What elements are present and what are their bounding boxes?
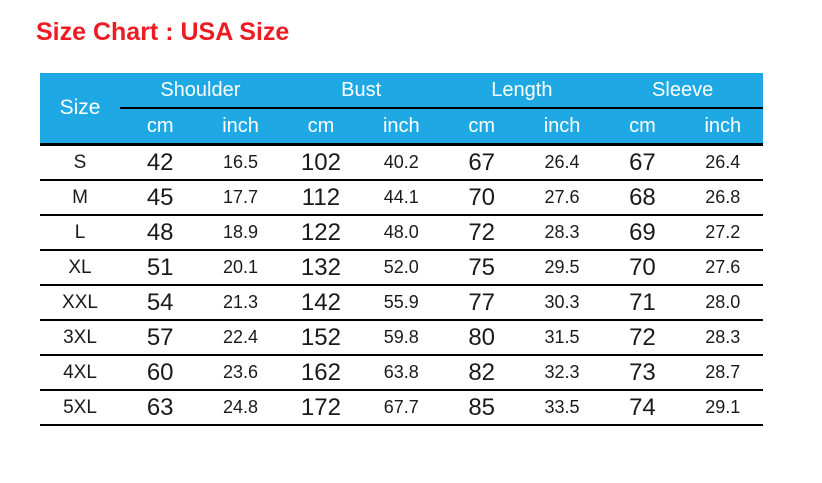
size-cell: L xyxy=(40,215,120,250)
sleeve-cm-cell: 71 xyxy=(602,285,682,320)
unit-header-inch: inch xyxy=(361,108,441,145)
page-title: Size Chart : USA Size xyxy=(36,18,290,46)
size-row xyxy=(40,320,763,355)
unit-header-inch: inch xyxy=(683,108,763,145)
shoulder-inch-cell: 23.6 xyxy=(200,355,280,390)
sleeve-inch-cell: 26.8 xyxy=(683,180,763,215)
bust-cm-cell: 112 xyxy=(281,180,361,215)
unit-header-inch: inch xyxy=(200,108,280,145)
bust-cm-cell: 162 xyxy=(281,355,361,390)
size-column-header: Size xyxy=(40,73,120,145)
sleeve-inch-cell: 28.7 xyxy=(683,355,763,390)
unit-header-cm: cm xyxy=(120,108,200,145)
bust-cm-cell: 142 xyxy=(281,285,361,320)
bust-inch-cell: 59.8 xyxy=(361,320,441,355)
shoulder-inch-cell: 17.7 xyxy=(200,180,280,215)
size-row xyxy=(40,285,763,320)
size-cell: 5XL xyxy=(40,390,120,425)
shoulder-inch-cell: 18.9 xyxy=(200,215,280,250)
table-header xyxy=(40,73,763,145)
shoulder-cm-cell: 51 xyxy=(120,250,200,285)
size-cell: 4XL xyxy=(40,355,120,390)
bust-cm-cell: 122 xyxy=(281,215,361,250)
bust-inch-cell: 44.1 xyxy=(361,180,441,215)
unit-header-inch: inch xyxy=(522,108,602,145)
size-cell: 3XL xyxy=(40,320,120,355)
length-inch-cell: 27.6 xyxy=(522,180,602,215)
length-inch-cell: 32.3 xyxy=(522,355,602,390)
shoulder-cm-cell: 63 xyxy=(120,390,200,425)
group-header-row xyxy=(40,73,763,108)
shoulder-inch-cell: 22.4 xyxy=(200,320,280,355)
sleeve-cm-cell: 74 xyxy=(602,390,682,425)
sleeve-cm-cell: 69 xyxy=(602,215,682,250)
shoulder-inch-cell: 16.5 xyxy=(200,145,280,181)
bust-inch-cell: 63.8 xyxy=(361,355,441,390)
sleeve-inch-cell: 28.0 xyxy=(683,285,763,320)
sleeve-cm-cell: 73 xyxy=(602,355,682,390)
shoulder-cm-cell: 42 xyxy=(120,145,200,181)
unit-header-cm: cm xyxy=(281,108,361,145)
bust-inch-cell: 52.0 xyxy=(361,250,441,285)
bust-cm-cell: 172 xyxy=(281,390,361,425)
unit-header-cm: cm xyxy=(602,108,682,145)
shoulder-cm-cell: 48 xyxy=(120,215,200,250)
shoulder-cm-cell: 54 xyxy=(120,285,200,320)
length-cm-cell: 67 xyxy=(442,145,522,181)
bust-cm-cell: 102 xyxy=(281,145,361,181)
sleeve-inch-cell: 27.6 xyxy=(683,250,763,285)
length-cm-cell: 77 xyxy=(442,285,522,320)
size-cell: M xyxy=(40,180,120,215)
sleeve-inch-cell: 26.4 xyxy=(683,145,763,181)
bust-inch-cell: 48.0 xyxy=(361,215,441,250)
size-cell: XL xyxy=(40,250,120,285)
length-cm-cell: 72 xyxy=(442,215,522,250)
length-inch-cell: 26.4 xyxy=(522,145,602,181)
size-row xyxy=(40,180,763,215)
sleeve-inch-cell: 28.3 xyxy=(683,320,763,355)
group-header-bust: Bust xyxy=(281,73,442,108)
shoulder-inch-cell: 21.3 xyxy=(200,285,280,320)
length-cm-cell: 80 xyxy=(442,320,522,355)
size-row xyxy=(40,390,763,425)
length-inch-cell: 30.3 xyxy=(522,285,602,320)
shoulder-cm-cell: 57 xyxy=(120,320,200,355)
bust-cm-cell: 152 xyxy=(281,320,361,355)
size-cell: S xyxy=(40,145,120,181)
length-inch-cell: 31.5 xyxy=(522,320,602,355)
shoulder-cm-cell: 60 xyxy=(120,355,200,390)
sleeve-cm-cell: 72 xyxy=(602,320,682,355)
group-header-shoulder: Shoulder xyxy=(120,73,281,108)
size-row xyxy=(40,215,763,250)
shoulder-inch-cell: 24.8 xyxy=(200,390,280,425)
sleeve-cm-cell: 68 xyxy=(602,180,682,215)
length-inch-cell: 28.3 xyxy=(522,215,602,250)
size-row xyxy=(40,250,763,285)
sleeve-inch-cell: 27.2 xyxy=(683,215,763,250)
group-header-sleeve: Sleeve xyxy=(602,73,763,108)
length-inch-cell: 33.5 xyxy=(522,390,602,425)
size-cell: XXL xyxy=(40,285,120,320)
sleeve-cm-cell: 67 xyxy=(602,145,682,181)
length-cm-cell: 85 xyxy=(442,390,522,425)
bust-inch-cell: 67.7 xyxy=(361,390,441,425)
table-body xyxy=(40,145,763,426)
bust-inch-cell: 55.9 xyxy=(361,285,441,320)
length-cm-cell: 75 xyxy=(442,250,522,285)
unit-header-cm: cm xyxy=(442,108,522,145)
length-inch-cell: 29.5 xyxy=(522,250,602,285)
sleeve-inch-cell: 29.1 xyxy=(683,390,763,425)
length-cm-cell: 70 xyxy=(442,180,522,215)
length-cm-cell: 82 xyxy=(442,355,522,390)
bust-inch-cell: 40.2 xyxy=(361,145,441,181)
shoulder-cm-cell: 45 xyxy=(120,180,200,215)
bust-cm-cell: 132 xyxy=(281,250,361,285)
size-row xyxy=(40,145,763,181)
group-header-length: Length xyxy=(442,73,603,108)
size-chart-table xyxy=(40,73,763,426)
sleeve-cm-cell: 70 xyxy=(602,250,682,285)
shoulder-inch-cell: 20.1 xyxy=(200,250,280,285)
unit-header-row xyxy=(40,108,763,145)
size-row xyxy=(40,355,763,390)
